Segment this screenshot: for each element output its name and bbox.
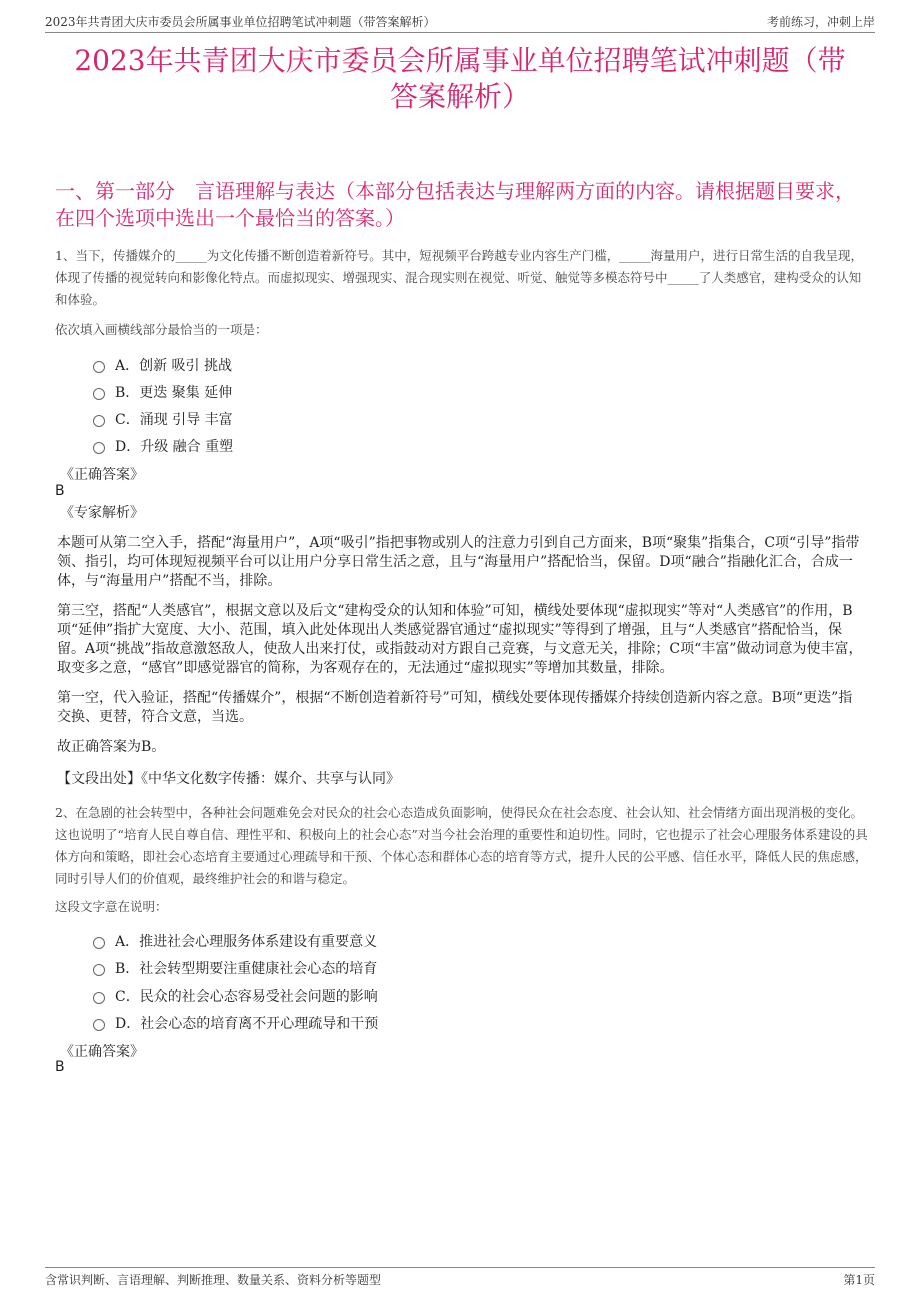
radio-icon[interactable] (93, 442, 105, 454)
question-1-text-block (55, 245, 870, 311)
question-1-prompt: 依次填入画横线部分最恰当的一项是： (55, 322, 268, 337)
question-2-answer: B (55, 1059, 65, 1075)
question-2-text-block (55, 802, 870, 890)
question-1-text: 1、当下，传播媒介的_____为文化传播不断创造着新符号。其中，短视频平台跨越专业内容生产门槛，_____海量用户，进行日常生活的自我呈现，体现了传播的视觉转向和影像化特点。而虚拟现实、增强现实、混合现实则在视觉、听觉、触觉等多模态符号中_____了人类感官，建构受众的认知和体验。 (55, 248, 863, 307)
radio-icon[interactable] (93, 415, 105, 427)
option-label: A．创新 吸引 挑战 (115, 358, 233, 374)
option-label: B．社会转型期要注重健康社会心态的培育 (115, 961, 378, 977)
option-label: B．更迭 聚集 延伸 (115, 385, 233, 401)
page-number: 第1页 (843, 1273, 875, 1287)
footer-divider (45, 1267, 875, 1268)
option-label: C．民众的社会心态容易受社会问题的影响 (115, 989, 378, 1005)
question-1-option-c[interactable] (93, 409, 233, 429)
radio-icon[interactable] (93, 992, 105, 1004)
question-1-analysis-paragraph-1: 本题可从第二空入手，搭配“海量用户”，A项“吸引”指把事物或别人的注意力引到自己方面来，B项“聚集”指集合，C项“引导”指带领、指引，均可体现短视频平台可以让用户分享日常生活之意，且与“海量用户”搭配恰当，保留。D项“融合”指融化汇合，合成一体，与“海量用户”搭配不当，排除。 (57, 535, 860, 589)
question-2-option-a[interactable] (93, 931, 377, 951)
radio-icon[interactable] (93, 361, 105, 373)
question-1-analysis-label: 《专家解析》 (60, 505, 144, 521)
question-1-option-a[interactable] (93, 355, 232, 375)
header-document-title: 2023年共青团大庆市委员会所属事业单位招聘笔试冲刺题（带答案解析） (45, 15, 436, 29)
option-label: D．升级 融合 重塑 (115, 439, 234, 455)
header-divider (45, 32, 875, 33)
radio-icon[interactable] (93, 964, 105, 976)
page-title-line-1: 2023年共青团大庆市委员会所属事业单位招聘笔试冲刺题（带 (74, 44, 846, 77)
question-2-text: 2、在急剧的社会转型中，各种社会问题难免会对民众的社会心态造成负面影响，使得民众在社会态度、社会认知、社会情绪方面出现消极的变化。这也说明了“培育人民自尊自信、理性平和、积极向上的社会心态”对当今社会治理的重要性和迫切性。同时，它也提示了社会心理服务体系建设的具体方向和策略，即社会心态培育主要通过心理疏导和干预、个体心态和群体心态的培育等方式，提升人民的公平感、信任水平，降低人民的焦虑感，同时引导人们的价值观，最终维护社会的和谐与稳定。 (55, 805, 868, 886)
footer-description: 含常识判断、言语理解、判断推理、数量关系、资料分析等题型 (45, 1273, 382, 1287)
page-title-line-2: 答案解析） (389, 80, 530, 113)
page-title (45, 43, 875, 115)
section-heading: 一、第一部分 言语理解与表达（本部分包括表达与理解两方面的内容。请根据题目要求，在四个选项中选出一个最恰当的答案。） (55, 179, 855, 230)
question-2-option-b[interactable] (93, 958, 377, 978)
question-2-option-d[interactable] (93, 1013, 378, 1033)
header-slogan: 考前练习，冲刺上岸 (766, 15, 875, 29)
radio-icon[interactable] (93, 388, 105, 400)
question-1-answer: B (55, 483, 65, 499)
question-2-prompt: 这段文字意在说明： (55, 899, 168, 914)
question-1-option-b[interactable] (93, 382, 232, 402)
radio-icon[interactable] (93, 1019, 105, 1031)
question-1-option-d[interactable] (93, 436, 233, 456)
question-1-analysis-paragraph-3: 第一空，代入验证，搭配“传播媒介”，根据“不断创造着新符号”可知，横线处要体现传播媒介持续创造新内容之意。B项“更迭”指交换、更替，符合文意，当选。 (57, 690, 853, 725)
question-2-answer-label: 《正确答案》 (60, 1044, 144, 1060)
question-1-analysis-paragraph-2: 第三空，搭配“人类感官”，根据文意以及后文“建构受众的认知和体验”可知，横线处要体现“虚拟现实”等对“人类感官”的作用，B项“延伸”指扩大宽度、大小、范围，填入此处体现出人类感觉器官通过“虚拟现实”等得到了增强，且与“人类感官”搭配恰当，保留。A项“挑战”指故意激怒敌人，使敌人出来打仗，或指鼓动对方跟自己竞赛，与文意无关，排除；C项“丰富”做动词意为使丰富，取变多之意，“感官”即感觉器官的简称，为客观存在的，无法通过“虚拟现实”等增加其数量，排除。 (57, 603, 863, 676)
question-1-source: 【文段出处】《中华文化数字传播：媒介、共享与认同》 (57, 771, 400, 787)
radio-icon[interactable] (93, 937, 105, 949)
question-1-answer-label: 《正确答案》 (60, 467, 144, 483)
question-2-option-c[interactable] (93, 986, 378, 1006)
option-label: A．推进社会心理服务体系建设有重要意义 (115, 934, 378, 950)
option-label: C．涌现 引导 丰富 (115, 412, 233, 428)
option-label: D．社会心态的培育离不开心理疏导和干预 (115, 1016, 379, 1032)
question-1-analysis-conclusion: 故正确答案为B。 (57, 739, 166, 755)
